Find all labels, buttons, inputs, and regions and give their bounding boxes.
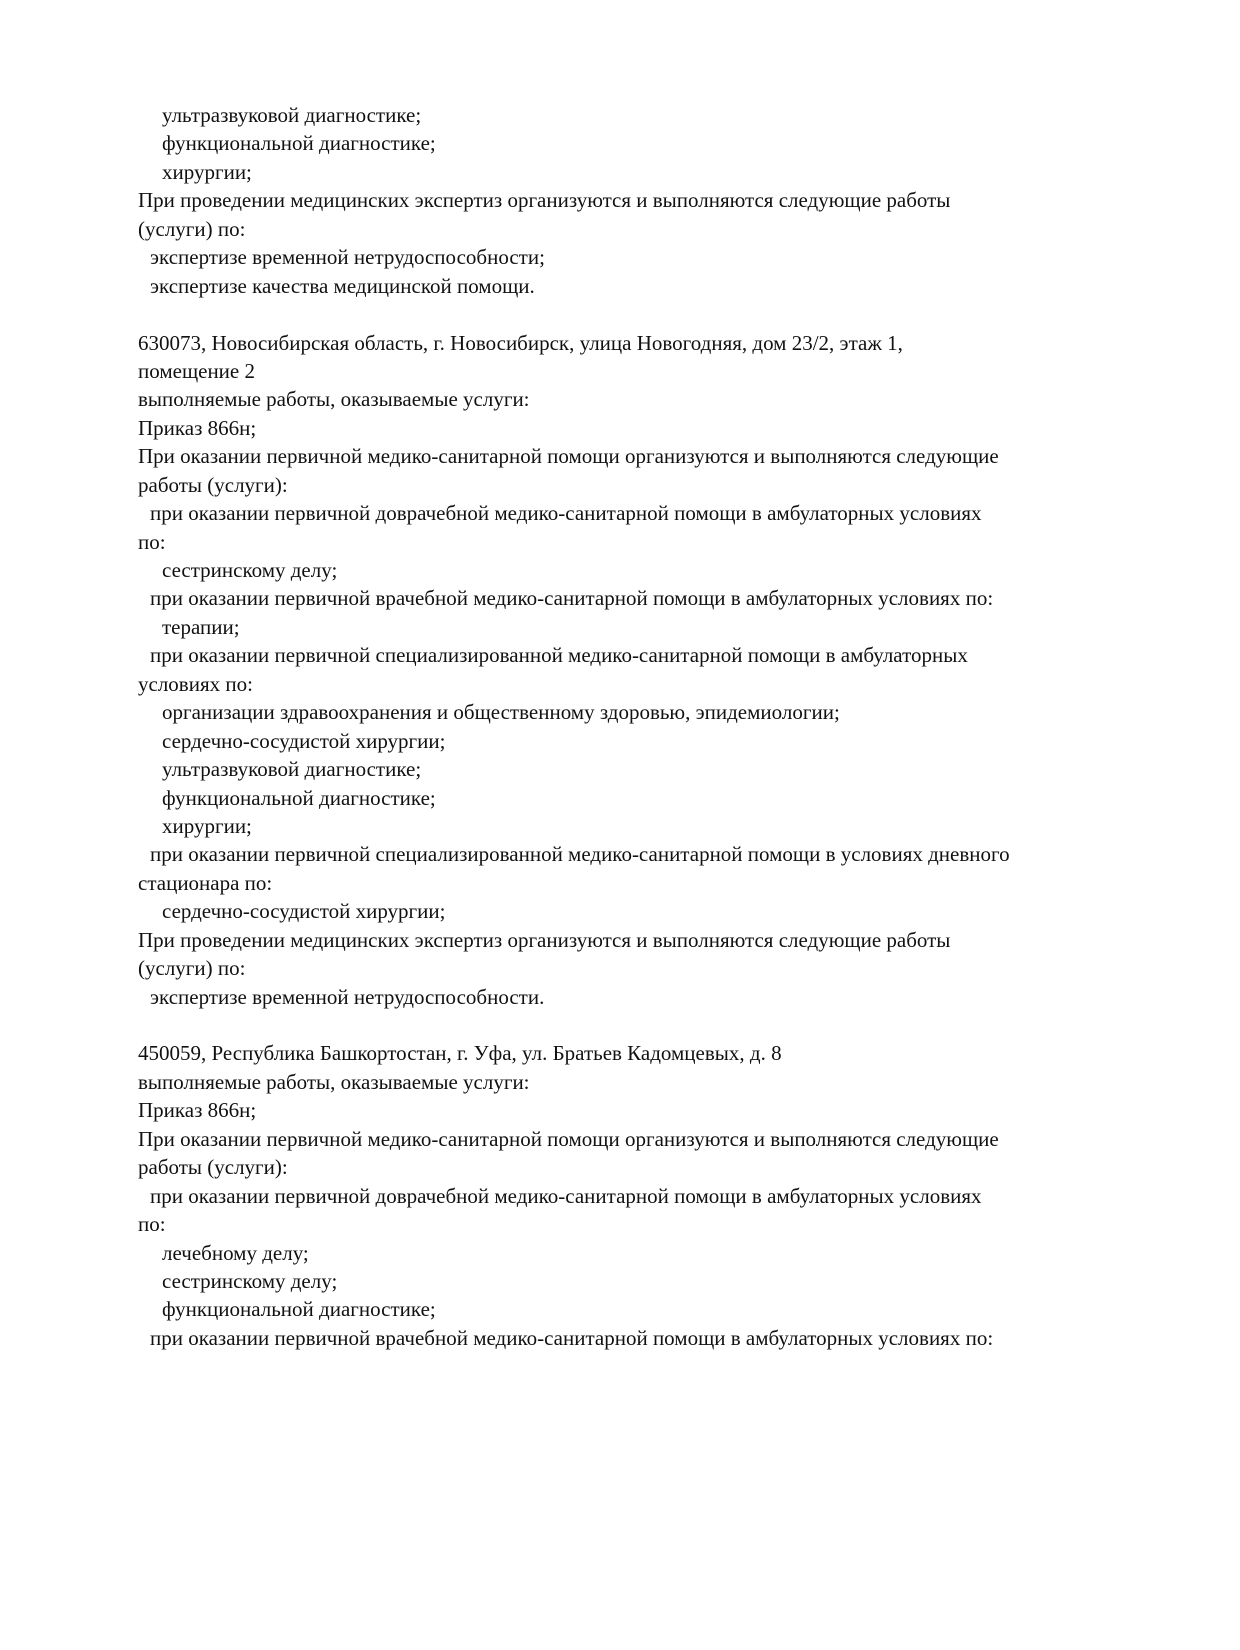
text-line: при оказании первичной врачебной медико-санитарной помощи в амбулаторных условиях по:	[150, 586, 994, 611]
text-line: При оказании первичной медико-санитарной помощи организуются и выполняются следующие	[138, 1126, 999, 1151]
text-line: работы (услуги):	[138, 472, 288, 497]
text-line: лечебному делу;	[162, 1240, 309, 1265]
text-line: 630073, Новосибирская область, г. Новосибирск, улица Новогодняя, дом 23/2, этаж 1,	[138, 330, 903, 355]
text-line: при оказании первичной специализированной медико-санитарной помощи в условиях дневного	[150, 842, 1010, 867]
text-line: выполняемые работы, оказываемые услуги:	[138, 387, 530, 412]
text-line: по:	[138, 1212, 166, 1237]
text-line: ультразвуковой диагностике;	[162, 103, 422, 127]
text-line: при оказании первичной доврачебной медико-санитарной помощи в амбулаторных условиях	[150, 501, 982, 526]
text-line: При оказании первичной медико-санитарной помощи организуются и выполняются следующие	[138, 444, 999, 469]
text-line: сердечно-сосудистой хирургии;	[162, 728, 446, 753]
text-line: при оказании первичной доврачебной медико-санитарной помощи в амбулаторных условиях	[150, 1183, 982, 1208]
blank-line	[138, 300, 1138, 328]
text-line: 450059, Республика Башкортостан, г. Уфа, ул. Братьев Кадомцевых, д. 8	[138, 1041, 782, 1066]
text-line: (услуги) по:	[138, 956, 246, 981]
text-line: помещение 2	[138, 358, 255, 383]
text-line: условиях по:	[138, 671, 253, 696]
text-line: функциональной диагностике;	[162, 785, 436, 810]
text-line: экспертизе временной нетрудоспособности.	[150, 984, 545, 1009]
text-line: хирургии;	[162, 159, 252, 184]
text-line: сестринскому делу;	[162, 1268, 338, 1293]
text-line: Приказ 866н;	[138, 415, 257, 440]
text-line: стационара по:	[138, 870, 273, 895]
text-line: терапии;	[162, 614, 240, 639]
text-line: функциональной диагностике;	[162, 131, 436, 156]
text-line: сердечно-сосудистой хирургии;	[162, 899, 446, 924]
document-page	[138, 101, 1138, 1352]
text-line: выполняемые работы, оказываемые услуги:	[138, 1069, 530, 1094]
text-line: Приказ 866н;	[138, 1098, 257, 1123]
text-line: организации здравоохранения и общественному здоровью, эпидемиологии;	[162, 700, 840, 725]
text-line: ультразвуковой диагностике;	[162, 757, 422, 782]
text-line: по:	[138, 529, 166, 554]
text-line: сестринскому делу;	[162, 558, 338, 582]
text-line: экспертизе качества медицинской помощи.	[150, 273, 535, 298]
text-line: экспертизе временной нетрудоспособности;	[150, 245, 545, 270]
text-line: хирургии;	[162, 813, 252, 838]
blank-line	[138, 1011, 1138, 1039]
text-line: при оказании первичной специализированной медико-санитарной помощи в амбулаторных	[150, 643, 968, 668]
text-line: При проведении медицинских экспертиз организуются и выполняются следующие работы	[138, 188, 951, 213]
text-line: при оказании первичной врачебной медико-санитарной помощи в амбулаторных условиях по:	[150, 1325, 994, 1350]
text-line: (услуги) по:	[138, 216, 246, 241]
text-line: функциональной диагностике;	[162, 1297, 436, 1322]
text-line: При проведении медицинских экспертиз организуются и выполняются следующие работы	[138, 927, 951, 952]
text-line: работы (услуги):	[138, 1155, 288, 1180]
